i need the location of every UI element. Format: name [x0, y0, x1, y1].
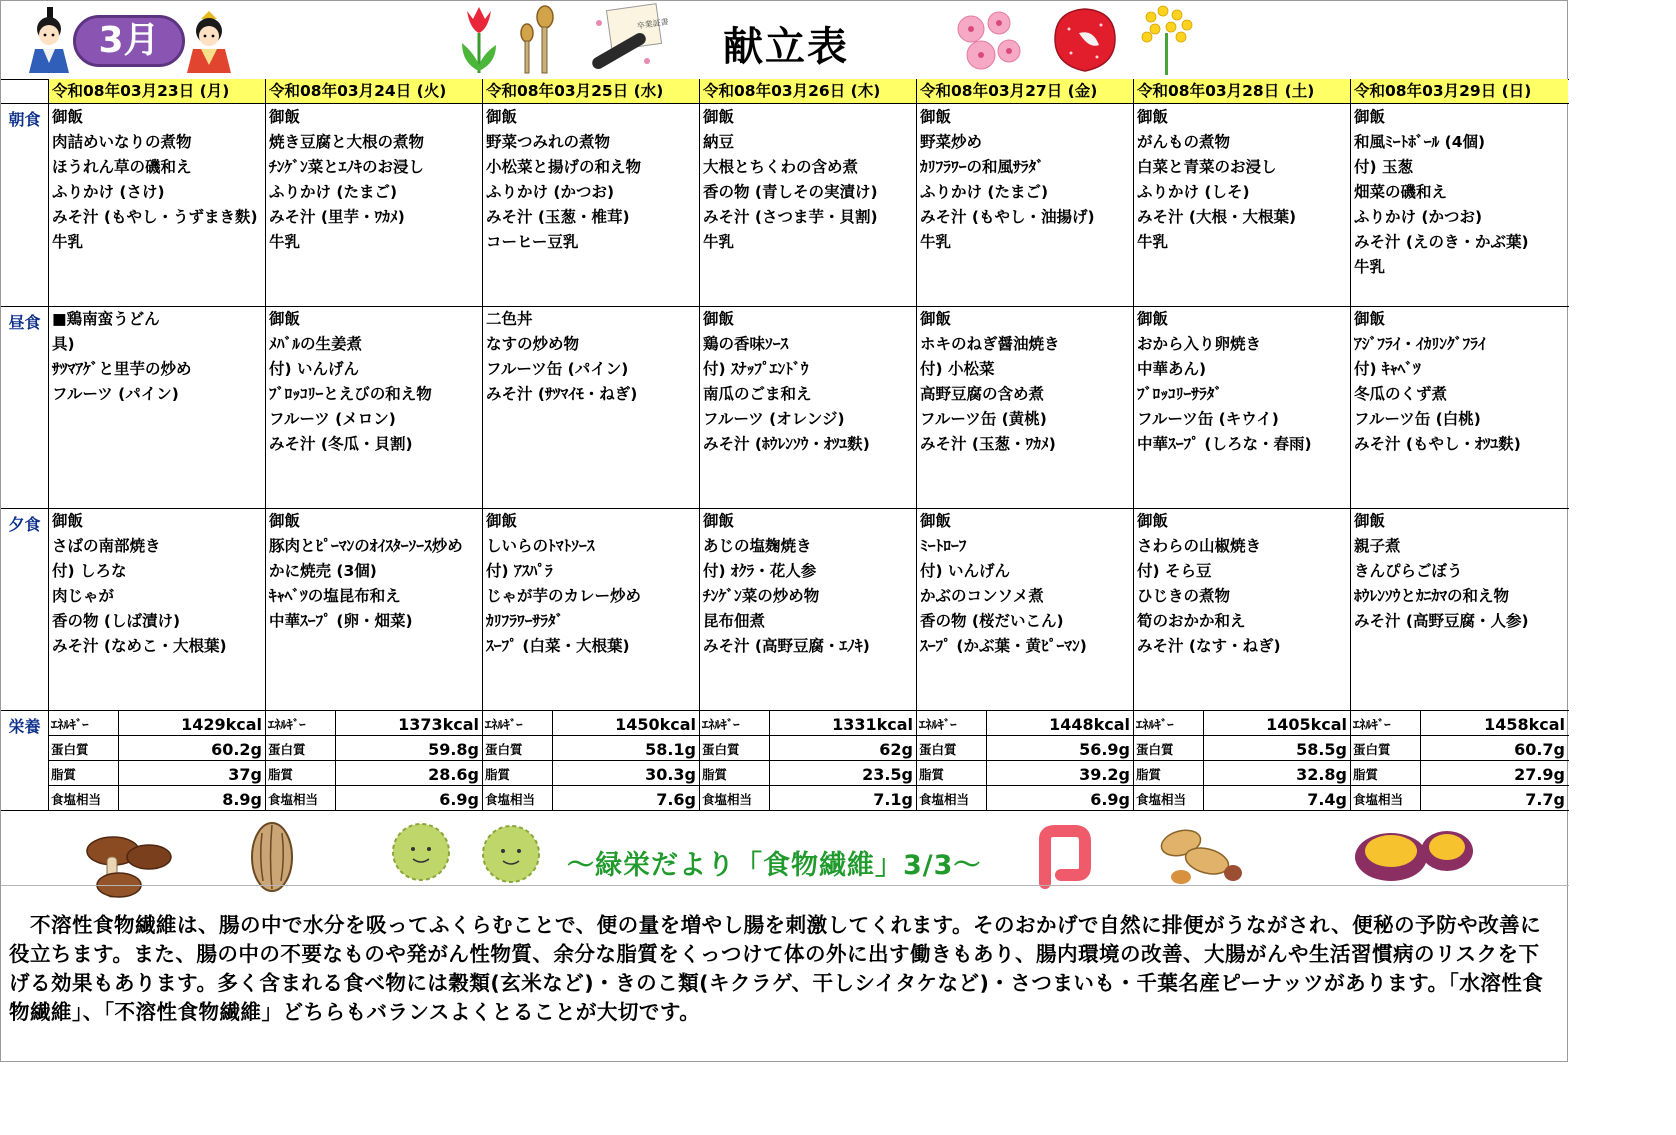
dinner-item: さばの南部焼き: [52, 537, 161, 555]
lunch-item: フルーツ缶 (キウイ): [1137, 410, 1279, 428]
breakfast-item: ﾁﾝｹﾞﾝ菜とｴﾉｷのお浸し: [269, 158, 425, 176]
dinner-item: ﾁﾝｹﾞﾝ菜の炒め物: [703, 587, 820, 605]
salt-label: 食塩相当: [702, 792, 753, 807]
breakfast-item: 御飯: [52, 108, 84, 126]
lunch-item: ■鶏南蛮うどん: [52, 310, 160, 328]
breakfast-item: 和風ﾐｰﾄﾎﾞｰﾙ (4個): [1354, 133, 1486, 151]
nutrition-col-divider: [769, 711, 770, 811]
fat-value: 28.6g: [428, 765, 479, 784]
fat-value: 30.3g: [645, 765, 696, 784]
hina-doll-female-illustration: [181, 5, 237, 75]
table-header-divider: [1, 103, 1569, 104]
lunch-label: 昼食: [8, 313, 41, 332]
energy-value: 1450kcal: [615, 715, 696, 734]
lunch-item: 中華あん): [1137, 360, 1207, 378]
dinner-item: ひじきの煮物: [1137, 587, 1231, 605]
breakfast-item: ふりかけ (かつお): [486, 183, 615, 201]
dinner-item: 御飯: [920, 512, 952, 530]
breakfast-item: ｶﾘﾌﾗﾜｰの和風ｻﾗﾀﾞ: [920, 158, 1045, 176]
salt-value: 7.7g: [1525, 790, 1565, 809]
breakfast-item: 焼き豆腐と大根の煮物: [269, 133, 425, 151]
day-date: 令和08年03月27日 (金): [917, 79, 1133, 103]
breakfast-item: 白菜と青菜のお浸し: [1137, 158, 1277, 176]
breakfast-item: みそ汁 (里芋・ﾜｶﾒ): [269, 208, 405, 226]
horsetail-illustration: [513, 3, 563, 77]
day-date: 令和08年03月23日 (月): [49, 79, 265, 103]
lunch-item: 二色丼: [486, 310, 533, 328]
energy-label: ｴﾈﾙｷﾞｰ: [919, 717, 957, 732]
lunch-item: 御飯: [1354, 310, 1386, 328]
energy-label: ｴﾈﾙｷﾞｰ: [1136, 717, 1174, 732]
breakfast-item: 御飯: [920, 108, 952, 126]
dinner-item: みそ汁 (高野豆腐・人参): [1354, 612, 1529, 630]
day-date: 令和08年03月26日 (木): [700, 79, 916, 103]
salt-value: 8.9g: [222, 790, 262, 809]
dinner-item: ﾐｰﾄﾛｰﾌ: [920, 537, 967, 555]
lunch-item: 鶏の香味ｿｰｽ: [703, 335, 789, 353]
dinner-item: ｽｰﾌﾟ (かぶ葉・黄ﾋﾟｰﾏﾝ): [920, 637, 1087, 655]
dinner-item: 親子煮: [1354, 537, 1401, 555]
diploma-illustration: [579, 3, 669, 77]
energy-label: ｴﾈﾙｷﾞｰ: [51, 717, 89, 732]
dinner-item: 御飯: [486, 512, 518, 530]
lunch-item: 付) いんげん: [269, 360, 359, 378]
protein-label: 蛋白質: [702, 742, 740, 757]
lunch-item: フルーツ (メロン): [269, 410, 396, 428]
salt-label: 食塩相当: [51, 792, 102, 807]
breakfast-item: 野菜炒め: [920, 133, 983, 151]
breakfast-item: 小松菜と揚げの和え物: [486, 158, 642, 176]
energy-value: 1405kcal: [1266, 715, 1347, 734]
day-date: 令和08年03月29日 (日): [1351, 79, 1568, 103]
fiber-character-illustration: [387, 819, 567, 885]
protein-value: 59.8g: [428, 740, 479, 759]
dinner-item: 香の物 (桜だいこん): [920, 612, 1064, 630]
lunch-item: ﾌﾞﾛｯｺﾘｰｻﾗﾀﾞ: [1137, 385, 1223, 403]
salt-label: 食塩相当: [268, 792, 319, 807]
lunch-item: 中華ｽｰﾌﾟ (しろな・春雨): [1137, 435, 1312, 453]
salt-value: 6.9g: [1090, 790, 1130, 809]
breakfast-item: 牛乳: [1354, 258, 1386, 276]
lunch-item: 付) 小松菜: [920, 360, 995, 378]
energy-value: 1331kcal: [832, 715, 913, 734]
dinner-item: ｶﾘﾌﾗﾜｰｻﾗﾀﾞ: [486, 612, 564, 630]
fat-label: 脂質: [485, 767, 511, 782]
breakfast-item: みそ汁 (玉葱・椎茸): [486, 208, 630, 226]
hina-doll-male-illustration: [19, 5, 79, 75]
dinner-item: 御飯: [269, 512, 301, 530]
dinner-item: 肉じゃが: [52, 587, 115, 605]
rapeseed-flower-illustration: [1135, 3, 1199, 77]
protein-value: 60.2g: [211, 740, 262, 759]
protein-label: 蛋白質: [485, 742, 523, 757]
dinner-item: みそ汁 (高野豆腐・ｴﾉｷ): [703, 637, 870, 655]
peanuts-illustration: [1151, 823, 1251, 893]
salt-label: 食塩相当: [919, 792, 970, 807]
dinner-item: きんぴらごぼう: [1354, 562, 1463, 580]
protein-label: 蛋白質: [919, 742, 957, 757]
dinner-item: あじの塩麹焼き: [703, 537, 812, 555]
protein-label: 蛋白質: [51, 742, 89, 757]
fat-value: 37g: [228, 765, 262, 784]
nutrition-col-divider: [552, 711, 553, 811]
dinner-item: さわらの山椒焼き: [1137, 537, 1262, 555]
energy-label: ｴﾈﾙｷﾞｰ: [485, 717, 523, 732]
sweet-potato-illustration: [1351, 819, 1481, 889]
energy-value: 1458kcal: [1484, 715, 1565, 734]
fat-value: 23.5g: [862, 765, 913, 784]
dinner-item: 御飯: [52, 512, 84, 530]
breakfast-item: ほうれん草の磯和え: [52, 158, 192, 176]
nutrition-row-divider: [49, 735, 1569, 736]
breakfast-item: みそ汁 (もやし・うずまき麩): [52, 208, 258, 226]
dinner-item: しいらのﾄﾏﾄｿｰｽ: [486, 537, 595, 555]
lunch-item: ｱｼﾞﾌﾗｲ・ｲｶﾘﾝｸﾞﾌﾗｲ: [1354, 335, 1486, 353]
lunch-item: 冬瓜のくず煮: [1354, 385, 1448, 403]
lunch-item: フルーツ缶 (白桃): [1354, 410, 1481, 428]
breakfast-item: 御飯: [1137, 108, 1169, 126]
protein-value: 58.5g: [1296, 740, 1347, 759]
dinner-item: じゃが芋のカレー炒め: [486, 587, 642, 605]
dinner-item: 昆布佃煮: [703, 612, 766, 630]
dinner-item: 付) ｵｸﾗ・花人参: [703, 562, 817, 580]
salt-value: 6.9g: [439, 790, 479, 809]
lunch-item: 具): [52, 335, 75, 353]
lunch-item: 南瓜のごま和え: [703, 385, 812, 403]
lunch-item: 高野豆腐の含め煮: [920, 385, 1045, 403]
peach-blossom-illustration: [951, 7, 1027, 75]
dinner-item: 香の物 (しば漬け): [52, 612, 181, 630]
fat-label: 脂質: [1136, 767, 1162, 782]
energy-value: 1373kcal: [398, 715, 479, 734]
banner-title: ～緑栄だより「食物繊維」3/3～: [567, 850, 982, 881]
breakfast-item: コーヒー豆乳: [486, 233, 579, 251]
breakfast-item: 野菜つみれの煮物: [486, 133, 611, 151]
dinner-item: 御飯: [703, 512, 735, 530]
tulip-illustration: [456, 3, 502, 77]
nutrition-col-divider: [1203, 711, 1204, 811]
energy-label: ｴﾈﾙｷﾞｰ: [702, 717, 740, 732]
lunch-item: 御飯: [1137, 310, 1169, 328]
lunch-item: みそ汁 (玉葱・ﾜｶﾒ): [920, 435, 1056, 453]
breakfast-item: 御飯: [1354, 108, 1386, 126]
breakfast-item: 牛乳: [1137, 233, 1169, 251]
breakfast-label: 朝食: [8, 110, 41, 129]
energy-label: ｴﾈﾙｷﾞｰ: [1353, 717, 1391, 732]
breakfast-item: 牛乳: [920, 233, 952, 251]
lunch-item: 御飯: [703, 310, 735, 328]
dinner-item: 御飯: [1354, 512, 1386, 530]
fat-label: 脂質: [1353, 767, 1379, 782]
protein-label: 蛋白質: [1353, 742, 1391, 757]
dinner-item: 付) いんげん: [920, 562, 1010, 580]
breakfast-item: がんもの煮物: [1137, 133, 1231, 151]
lunch-item: おから入り卵焼き: [1137, 335, 1262, 353]
breakfast-item: ふりかけ (しそ): [1137, 183, 1250, 201]
lunch-item: みそ汁 (冬瓜・貝割): [269, 435, 413, 453]
lunch-item: みそ汁 (ﾎｳﾚﾝｿｳ・ｵﾂﾕ麩): [703, 435, 870, 453]
lunch-item: ﾒﾊﾞﾙの生姜煮: [269, 335, 363, 353]
nutrition-col-divider: [118, 711, 119, 811]
dinner-item: 付) しろな: [52, 562, 127, 580]
breakfast-item: 大根とちくわの含め煮: [703, 158, 859, 176]
protein-value: 62g: [879, 740, 913, 759]
nutrition-col-divider: [335, 711, 336, 811]
lunch-item: フルーツ (パイン): [52, 385, 179, 403]
lunch-item: ﾌﾞﾛｯｺﾘｰとえびの和え物: [269, 385, 432, 403]
fat-value: 39.2g: [1079, 765, 1130, 784]
dinner-item: 付) ｱｽﾊﾟﾗ: [486, 562, 553, 580]
breakfast-item: 牛乳: [52, 233, 84, 251]
salt-label: 食塩相当: [485, 792, 536, 807]
lunch-item: みそ汁 (ｻﾂﾏｲﾓ・ねぎ): [486, 385, 638, 403]
dinner-item: みそ汁 (なめこ・大根葉): [52, 637, 227, 655]
nutrition-col-divider: [986, 711, 987, 811]
day-date: 令和08年03月25日 (水): [483, 79, 699, 103]
fat-value: 27.9g: [1514, 765, 1565, 784]
breakfast-item: 香の物 (青しその実漬け): [703, 183, 878, 201]
nutrition-row-divider: [49, 760, 1569, 761]
svg-text:卒業証書: 卒業証書: [636, 17, 669, 31]
breakfast-item: みそ汁 (大根・大根葉): [1137, 208, 1297, 226]
dinner-item: 御飯: [1137, 512, 1169, 530]
energy-value: 1448kcal: [1049, 715, 1130, 734]
breakfast-item: みそ汁 (もやし・油揚げ): [920, 208, 1095, 226]
dinner-item: ｷｬﾍﾞﾂの塩昆布和え: [269, 587, 401, 605]
breakfast-item: ふりかけ (たまご): [920, 183, 1049, 201]
protein-value: 60.7g: [1514, 740, 1565, 759]
month-badge: 3月: [73, 15, 185, 67]
fat-label: 脂質: [702, 767, 728, 782]
dinner-item: かに焼売 (3個): [269, 562, 377, 580]
strawberry-illustration: [1049, 5, 1121, 75]
protein-value: 56.9g: [1079, 740, 1130, 759]
dinner-item: 付) そら豆: [1137, 562, 1212, 580]
lunch-item: 付) ｽﾅｯﾌﾟｴﾝﾄﾞｳ: [703, 360, 809, 378]
brown-rice-illustration: [247, 819, 297, 895]
fat-label: 脂質: [51, 767, 77, 782]
nutrition-label: 栄養: [8, 717, 41, 736]
breakfast-item: 御飯: [486, 108, 518, 126]
menu-table: [1, 79, 1569, 811]
fat-label: 脂質: [919, 767, 945, 782]
breakfast-item: 御飯: [269, 108, 301, 126]
breakfast-item: 牛乳: [269, 233, 301, 251]
lunch-item: フルーツ缶 (パイン): [486, 360, 629, 378]
lunch-item: 御飯: [269, 310, 301, 328]
lunch-item: ｻﾂﾏｱｹﾞと里芋の炒め: [52, 360, 192, 378]
salt-label: 食塩相当: [1353, 792, 1404, 807]
header: [1, 1, 1569, 79]
lunch-item: 御飯: [920, 310, 952, 328]
energy-label: ｴﾈﾙｷﾞｰ: [268, 717, 306, 732]
fat-label: 脂質: [268, 767, 294, 782]
breakfast-item: ふりかけ (さけ): [52, 183, 165, 201]
breakfast-item: ふりかけ (たまご): [269, 183, 398, 201]
breakfast-item: 納豆: [703, 133, 735, 151]
breakfast-item: ふりかけ (かつお): [1354, 208, 1483, 226]
dinner-item: みそ汁 (なす・ねぎ): [1137, 637, 1281, 655]
dinner-item: ｽｰﾌﾟ (白菜・大根葉): [486, 637, 630, 655]
dinner-item: ﾎｳﾚﾝｿｳとｶﾆｶﾏの和え物: [1354, 587, 1510, 605]
salt-value: 7.1g: [873, 790, 913, 809]
nutrition-row-divider: [49, 785, 1569, 786]
dinner-item: 中華ｽｰﾌﾟ (卵・畑菜): [269, 612, 413, 630]
breakfast-item: 御飯: [703, 108, 735, 126]
dinner-item: 筍のおかか和え: [1137, 612, 1246, 630]
protein-value: 58.1g: [645, 740, 696, 759]
page-title: 献立表: [723, 24, 849, 70]
lunch-item: フルーツ缶 (黄桃): [920, 410, 1047, 428]
protein-label: 蛋白質: [268, 742, 306, 757]
breakfast-item: みそ汁 (さつま芋・貝割): [703, 208, 878, 226]
shiitake-illustration: [79, 823, 179, 909]
lunch-item: なすの炒め物: [486, 335, 580, 353]
lunch-item: ホキのねぎ醤油焼き: [920, 335, 1060, 353]
intestine-illustration: [1031, 823, 1097, 893]
dinner-label: 夕食: [8, 515, 41, 534]
breakfast-item: 肉詰めいなりの煮物: [52, 133, 192, 151]
dinner-item: 豚肉とﾋﾟｰﾏﾝのｵｲｽﾀｰｿｰｽ炒め: [269, 537, 463, 555]
dinner-item: かぶのコンソメ煮: [920, 587, 1044, 605]
fat-value: 32.8g: [1296, 765, 1347, 784]
day-date: 令和08年03月24日 (火): [266, 79, 482, 103]
breakfast-item: 牛乳: [703, 233, 735, 251]
lunch-item: フルーツ (オレンジ): [703, 410, 845, 428]
salt-value: 7.4g: [1307, 790, 1347, 809]
section-divider: [1, 885, 1569, 886]
lunch-item: みそ汁 (もやし・ｵﾂﾕ麩): [1354, 435, 1521, 453]
salt-label: 食塩相当: [1136, 792, 1187, 807]
breakfast-item: 付) 玉葱: [1354, 158, 1413, 176]
nutrition-col-divider: [1420, 711, 1421, 811]
salt-value: 7.6g: [656, 790, 696, 809]
day-date: 令和08年03月28日 (土): [1134, 79, 1350, 103]
lunch-item: 付) ｷｬﾍﾞﾂ: [1354, 360, 1421, 378]
energy-value: 1429kcal: [181, 715, 262, 734]
breakfast-item: 畑菜の磯和え: [1354, 183, 1448, 201]
protein-label: 蛋白質: [1136, 742, 1174, 757]
breakfast-item: みそ汁 (えのき・かぶ葉): [1354, 233, 1529, 251]
fiber-article-text: 不溶性食物繊維は、腸の中で水分を吸ってふくらむことで、便の量を増やし腸を刺激してくれます。そのおかげで自然に排便がうながされ、便秘の予防や改善に役立ちます。また、腸の中の不要なものや発がん性物質、余分な脂質をくっつけて体の外に出す働きもあり、腸内環境の改善、大腸がんや生活習慣病のリスクを下げる効果もあります。多く含まれる食べ物には穀類(玄米など)・きのこ類(キクラゲ、干しシイタケなど)・さつまいも・千葉名産ピーナッツがあります。「水溶性食物繊維」、「不溶性食物繊維」どちらもバランスよくとることが大切です。: [9, 913, 1544, 1024]
